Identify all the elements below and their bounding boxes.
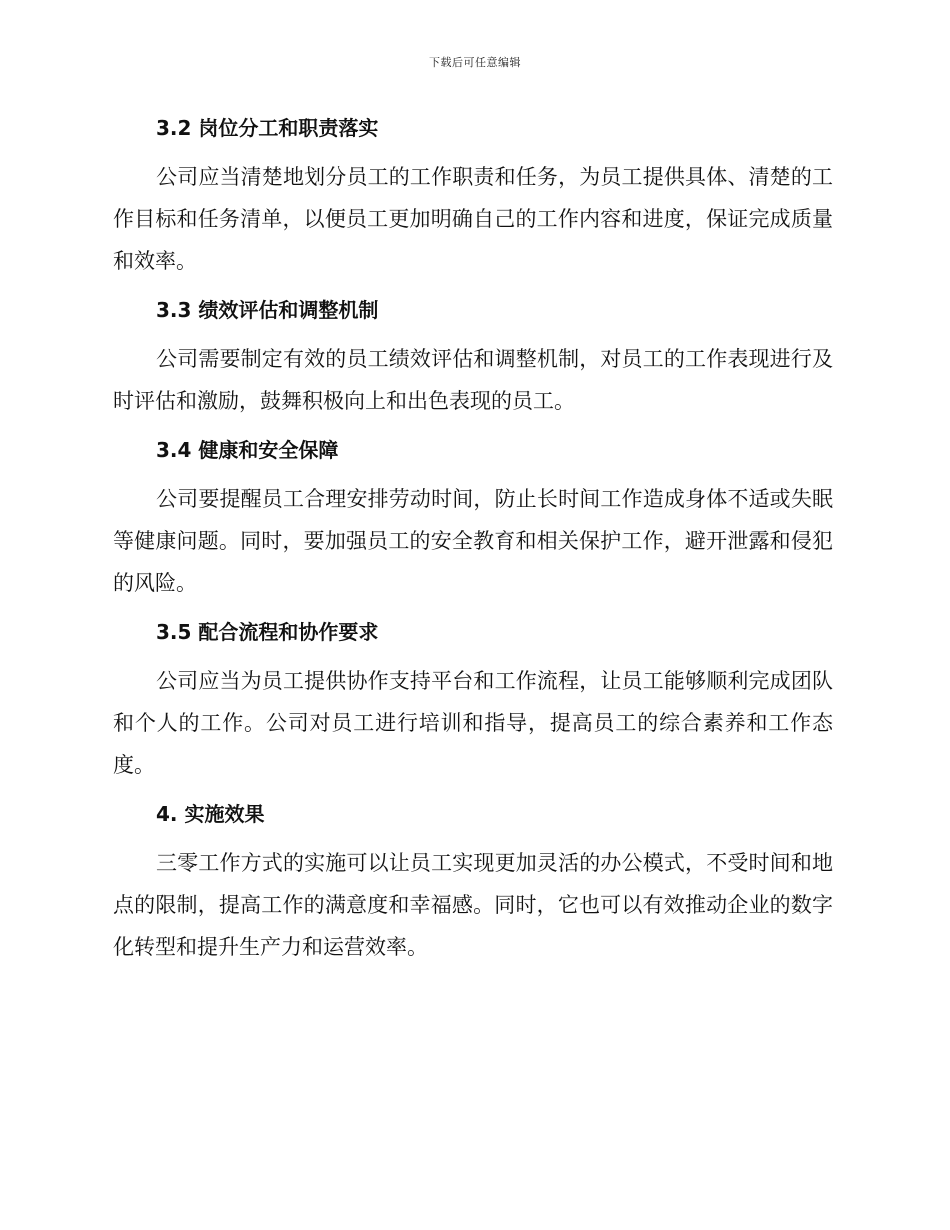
section-heading: 3.5 配合流程和协作要求 — [156, 620, 379, 644]
section-heading: 3.4 健康和安全保障 — [156, 438, 339, 462]
page-header: 下载后可任意编辑 — [429, 56, 521, 69]
section-3-4 — [113, 430, 833, 604]
section-paragraph: 公司需要制定有效的员工绩效评估和调整机制，对员工的工作表现进行及时评估和激励，鼓舞积极向上和出色表现的员工。 — [113, 347, 833, 413]
section-paragraph: 三零工作方式的实施可以让员工实现更加灵活的办公模式，不受时间和地点的限制，提高工作的满意度和幸福感。同时，它也可以有效推动企业的数字化转型和提升生产力和运营效率。 — [113, 851, 833, 959]
section-heading: 3.3 绩效评估和调整机制 — [156, 298, 379, 322]
section-paragraph: 公司要提醒员工合理安排劳动时间，防止长时间工作造成身体不适或失眠等健康问题。同时，要加强员工的安全教育和相关保护工作，避开泄露和侵犯的风险。 — [113, 487, 833, 595]
section-paragraph: 公司应当为员工提供协作支持平台和工作流程，让员工能够顺利完成团队和个人的工作。公司对员工进行培训和指导，提高员工的综合素养和工作态度。 — [113, 669, 833, 777]
section-paragraph: 公司应当清楚地划分员工的工作职责和任务，为员工提供具体、清楚的工作目标和任务清单，以便员工更加明确自己的工作内容和进度，保证完成质量和效率。 — [113, 165, 833, 273]
document-content — [113, 108, 833, 976]
section-heading: 3.2 岗位分工和职责落实 — [156, 116, 379, 140]
section-4 — [113, 794, 833, 968]
section-3-2 — [113, 108, 833, 282]
section-3-5 — [113, 612, 833, 786]
section-3-3 — [113, 290, 833, 422]
section-heading: 4. 实施效果 — [156, 802, 265, 826]
